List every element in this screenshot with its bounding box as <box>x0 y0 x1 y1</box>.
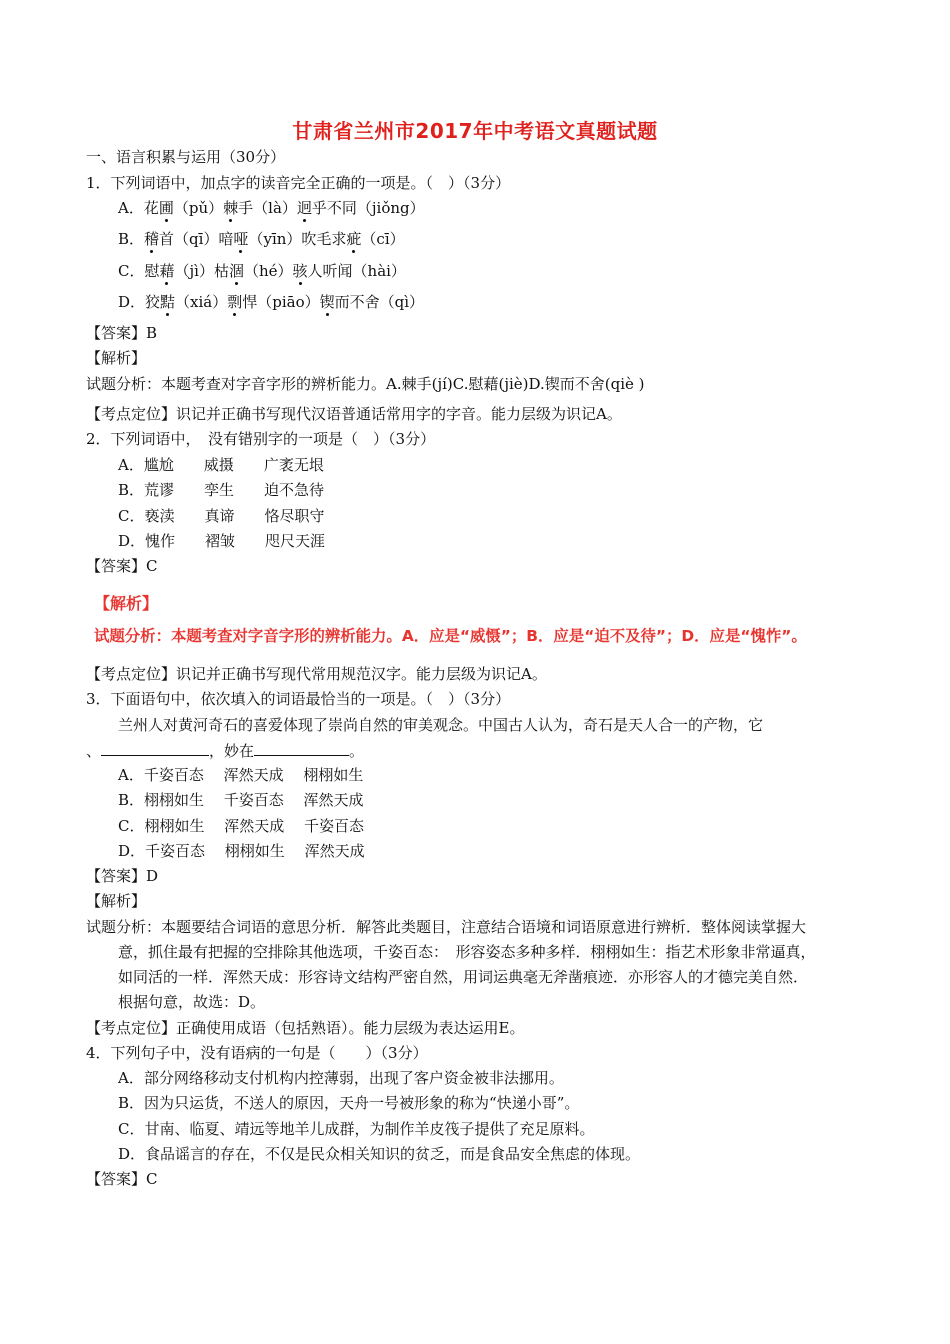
q4-option-b: B．因为只运货，不送人的原因，天舟一号被形象的称为“快递小哥”。 <box>118 1094 580 1112</box>
page-title: 甘肃省兰州市2017年中考语文真题试题 <box>292 119 658 143</box>
q4-option-d: D．食品谣言的存在，不仅是民众相关知识的贫乏，而是食品安全焦虑的体现。 <box>118 1145 641 1163</box>
fill-blank-2 <box>254 741 349 756</box>
q1-analysis-heading: 【解析】 <box>86 349 147 367</box>
q3-analysis-line1: 试题分析：本题要结合词语的意思分析．解答此类题目，注意结合语境和词语原意进行辨析．整体阅读掌握大 <box>86 918 807 936</box>
q4-answer: 【答案】C <box>86 1170 158 1188</box>
section-heading: 一、语言积累与运用（30分） <box>86 148 286 166</box>
q2-analysis: 试题分析：本题考查对字音字形的辨析能力。A．应是“威慑”；B．应是“迫不及待”；D．应是“愧怍”。 <box>94 627 807 645</box>
q3-option-a: A．千姿百态 浑然天成 栩栩如生 <box>118 766 364 784</box>
q2-option-b: B．荒谬 孪生 迫不急待 <box>118 481 325 499</box>
q1-option-a: A．花圃（pǔ）棘手（là）迥乎不同（jiǒng） <box>118 199 425 217</box>
q1-point: 【考点定位】识记并正确书写现代汉语普通话常用字的字音。能力层级为识记A。 <box>86 405 622 423</box>
q3-stem: 3．下面语句中，依次填入的词语最恰当的一项是。（ ）（3分） <box>86 690 511 708</box>
q2-answer: 【答案】C <box>86 557 158 575</box>
q3-passage-line1: 兰州人对黄河奇石的喜爱体现了崇尚自然的审美观念。中国古人认为，奇石是天人合一的产物，它 <box>118 716 764 734</box>
q1-answer: 【答案】B <box>86 324 158 342</box>
q2-analysis-heading: 【解析】 <box>94 594 159 613</box>
q1-stem: 1．下列词语中，加点字的读音完全正确的一项是。（ ）（3分） <box>86 174 511 192</box>
q1-option-c: C．慰藉（jì）枯涸（hé）骇人听闻（hài） <box>118 262 406 280</box>
q3-option-b: B．栩栩如生 千姿百态 浑然天成 <box>118 791 364 809</box>
q2-option-d: D．愧作 褶皱 咫尺天涯 <box>118 532 326 550</box>
q1-analysis: 试题分析：本题考查对字音字形的辨析能力。A.棘手(jí)C.慰藉(jiè)D.锲而不舍(qiè ) <box>86 375 645 393</box>
q2-option-c: C．亵渎 真谛 恪尽职守 <box>118 507 325 525</box>
q3-analysis-heading: 【解析】 <box>86 892 147 910</box>
q1-option-b: B．稽首（qī）喑哑（yīn）吹毛求疵（cī） <box>118 230 405 248</box>
q3-analysis-line3: 如同活的一样．浑然天成：形容诗文结构严密自然，用词运典毫无斧凿痕迹．亦形容人的才德完美自然． <box>118 968 809 986</box>
q3-passage-line2: 、 ，妙在 。 <box>86 742 365 760</box>
q2-stem: 2．下列词语中， 没有错别字的一项是（ ）（3分） <box>86 430 436 448</box>
q3-option-c: C．栩栩如生 浑然天成 千姿百态 <box>118 817 365 835</box>
q3-point: 【考点定位】正确使用成语（包括熟语）。能力层级为表达运用E。 <box>86 1019 525 1037</box>
q4-option-c: C．甘南、临夏、靖远等地羊儿成群，为制作羊皮筏子提供了充足原料。 <box>118 1120 595 1138</box>
q3-analysis-line2: 意，抓住最有把握的空排除其他选项，千姿百态： 形容姿态多种多样．栩栩如生：指艺术形象非常逼真， <box>118 943 816 961</box>
q2-option-a: A．尴尬 威摄 广袤无垠 <box>118 456 324 474</box>
q4-stem: 4．下列句子中，没有语病的一句是（ ）（3分） <box>86 1044 428 1062</box>
fill-blank-1 <box>101 741 209 756</box>
q4-option-a: A．部分网络移动支付机构内控薄弱，出现了客户资金被非法挪用。 <box>118 1069 564 1087</box>
q3-analysis-line4: 根据句意，故选：D。 <box>118 993 266 1011</box>
q2-point: 【考点定位】识记并正确书写现代常用规范汉字。能力层级为识记A。 <box>86 665 547 683</box>
q3-answer: 【答案】D <box>86 867 159 885</box>
q3-option-d: D．千姿百态 栩栩如生 浑然天成 <box>118 842 365 860</box>
q1-option-d: D．狡黠（xiá）剽悍（piāo）锲而不舍（qì） <box>118 293 425 311</box>
